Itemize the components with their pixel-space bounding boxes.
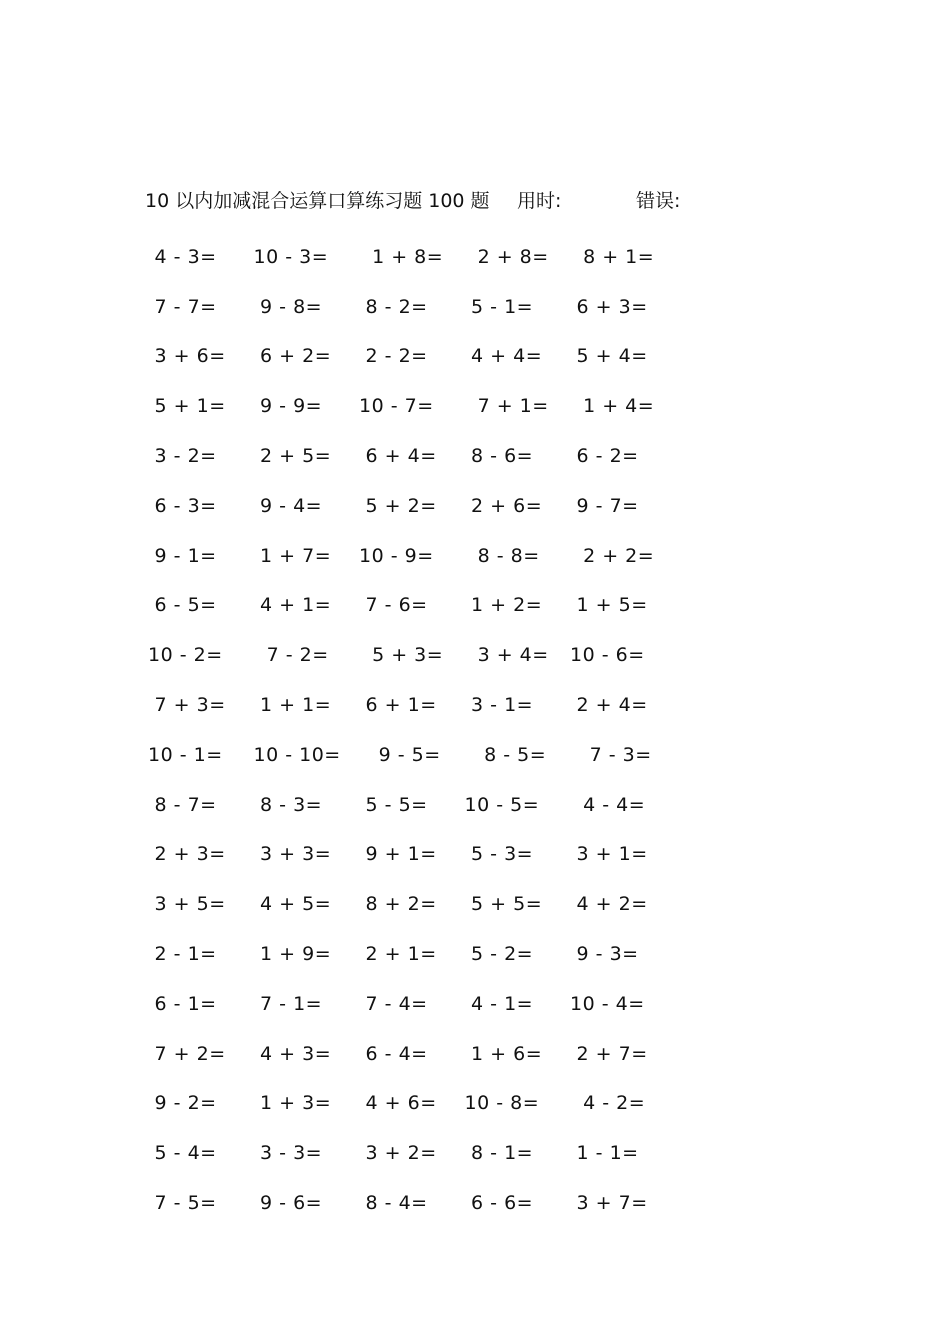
arithmetic-problem: 7 - 4= — [359, 992, 428, 1015]
arithmetic-problem: 6 - 4= — [359, 1042, 428, 1065]
worksheet-title: 10 以内加减混合运算口算练习题 100 题 — [145, 190, 490, 212]
arithmetic-problem: 7 - 6= — [359, 594, 428, 617]
problem-row — [148, 1128, 688, 1178]
arithmetic-problem: 6 - 5= — [148, 594, 217, 617]
arithmetic-problem: 3 - 1= — [464, 694, 534, 717]
arithmetic-problem: 8 - 3= — [253, 793, 323, 816]
arithmetic-problem: 3 - 3= — [253, 1142, 323, 1165]
arithmetic-problem: 1 + 7= — [253, 544, 332, 567]
arithmetic-problem: 9 - 9= — [253, 395, 323, 418]
arithmetic-problem: 2 - 2= — [359, 345, 428, 368]
arithmetic-problem: 1 - 1= — [570, 1142, 639, 1165]
arithmetic-problem: 4 - 4= — [570, 793, 646, 816]
arithmetic-problem: 1 + 9= — [253, 943, 332, 966]
arithmetic-problem: 10 - 10= — [253, 743, 341, 766]
problem-row — [148, 531, 688, 581]
arithmetic-problem: 8 - 4= — [359, 1192, 428, 1215]
arithmetic-problem: 2 - 1= — [148, 943, 217, 966]
error-count-label: 错误: — [636, 190, 681, 212]
arithmetic-problem: 8 - 7= — [148, 793, 217, 816]
arithmetic-problem: 7 + 2= — [148, 1042, 226, 1065]
arithmetic-problem: 5 - 2= — [464, 943, 534, 966]
arithmetic-problem: 6 + 3= — [570, 295, 648, 318]
arithmetic-problem: 2 + 8= — [464, 245, 549, 268]
arithmetic-problem: 4 + 6= — [359, 1092, 437, 1115]
arithmetic-problem: 2 + 4= — [570, 694, 648, 717]
arithmetic-problem: 10 - 9= — [359, 544, 434, 567]
arithmetic-problem: 6 - 6= — [464, 1192, 534, 1215]
arithmetic-problem: 1 + 8= — [359, 245, 444, 268]
arithmetic-problem: 7 - 1= — [253, 992, 323, 1015]
problem-row — [148, 1079, 688, 1129]
arithmetic-problem: 10 - 6= — [570, 644, 645, 667]
arithmetic-problem: 3 + 7= — [570, 1192, 648, 1215]
problem-row — [148, 431, 688, 481]
problem-row — [148, 282, 688, 332]
problem-row — [148, 929, 688, 979]
arithmetic-problem: 3 + 6= — [148, 345, 226, 368]
arithmetic-problem: 6 - 1= — [148, 992, 217, 1015]
problem-row — [148, 879, 688, 929]
arithmetic-problem: 9 + 1= — [359, 843, 437, 866]
problem-row — [148, 680, 688, 730]
arithmetic-problem: 4 - 2= — [570, 1092, 646, 1115]
arithmetic-problem: 3 - 2= — [148, 445, 217, 468]
arithmetic-problem: 4 + 5= — [253, 893, 332, 916]
arithmetic-problem: 8 - 2= — [359, 295, 428, 318]
arithmetic-problem: 8 - 6= — [464, 445, 534, 468]
arithmetic-problem: 1 + 2= — [464, 594, 543, 617]
problem-row — [148, 481, 688, 531]
worksheet-header — [145, 186, 765, 216]
arithmetic-problem: 6 - 2= — [570, 445, 639, 468]
problem-row — [148, 1029, 688, 1079]
arithmetic-problem: 5 + 1= — [148, 395, 226, 418]
arithmetic-problem: 7 - 5= — [148, 1192, 217, 1215]
arithmetic-problem: 10 - 4= — [570, 992, 645, 1015]
problem-row — [148, 780, 688, 830]
problem-row — [148, 1178, 688, 1228]
problem-row — [148, 730, 688, 780]
arithmetic-problem: 1 + 6= — [464, 1042, 543, 1065]
arithmetic-problem: 8 - 5= — [464, 743, 547, 766]
problem-row — [148, 979, 688, 1029]
time-used-label: 用时: — [517, 190, 562, 212]
arithmetic-problem: 5 - 4= — [148, 1142, 217, 1165]
arithmetic-problem: 3 + 2= — [359, 1142, 437, 1165]
arithmetic-problem: 4 + 3= — [253, 1042, 332, 1065]
arithmetic-problem: 2 + 3= — [148, 843, 226, 866]
arithmetic-problem: 4 - 1= — [464, 992, 534, 1015]
arithmetic-problem: 4 + 1= — [253, 594, 332, 617]
arithmetic-problem: 3 + 3= — [253, 843, 332, 866]
arithmetic-problem: 2 + 5= — [253, 445, 332, 468]
arithmetic-problem: 8 + 2= — [359, 893, 437, 916]
arithmetic-problem: 5 - 5= — [359, 793, 428, 816]
arithmetic-problem: 4 + 4= — [464, 345, 543, 368]
arithmetic-problem: 7 - 7= — [148, 295, 217, 318]
arithmetic-problem: 5 - 1= — [464, 295, 534, 318]
arithmetic-problem: 6 + 4= — [359, 445, 437, 468]
arithmetic-problem: 9 - 5= — [359, 743, 441, 766]
arithmetic-problem: 10 - 7= — [359, 395, 434, 418]
problem-row — [148, 381, 688, 431]
arithmetic-problem: 2 + 6= — [464, 494, 543, 517]
arithmetic-problem: 6 - 3= — [148, 494, 217, 517]
arithmetic-problem: 6 + 1= — [359, 694, 437, 717]
problem-row — [148, 630, 688, 680]
arithmetic-problem: 7 + 3= — [148, 694, 226, 717]
arithmetic-problem: 2 + 1= — [359, 943, 437, 966]
arithmetic-problem: 7 - 3= — [570, 743, 652, 766]
arithmetic-problem: 10 - 5= — [464, 793, 540, 816]
problem-row — [148, 332, 688, 382]
arithmetic-problem: 9 - 1= — [148, 544, 217, 567]
arithmetic-problem: 8 + 1= — [570, 245, 655, 268]
arithmetic-problem: 9 - 2= — [148, 1092, 217, 1115]
arithmetic-problem: 3 + 4= — [464, 644, 549, 667]
arithmetic-problem: 2 + 2= — [570, 544, 655, 567]
arithmetic-problem: 3 + 5= — [148, 893, 226, 916]
arithmetic-problem: 9 - 7= — [570, 494, 639, 517]
arithmetic-problem: 1 + 4= — [570, 395, 655, 418]
arithmetic-problem: 10 - 2= — [148, 644, 223, 667]
problem-grid — [148, 232, 688, 1228]
arithmetic-problem: 1 + 5= — [570, 594, 648, 617]
arithmetic-problem: 1 + 1= — [253, 694, 332, 717]
arithmetic-problem: 10 - 8= — [464, 1092, 540, 1115]
arithmetic-problem: 9 - 6= — [253, 1192, 323, 1215]
arithmetic-problem: 8 - 1= — [464, 1142, 534, 1165]
arithmetic-problem: 10 - 3= — [253, 245, 329, 268]
arithmetic-problem: 8 - 8= — [464, 544, 540, 567]
problem-row — [148, 830, 688, 880]
arithmetic-problem: 9 - 3= — [570, 943, 639, 966]
arithmetic-problem: 9 - 4= — [253, 494, 323, 517]
arithmetic-problem: 5 - 3= — [464, 843, 534, 866]
arithmetic-problem: 4 + 2= — [570, 893, 648, 916]
arithmetic-problem: 5 + 2= — [359, 494, 437, 517]
arithmetic-problem: 1 + 3= — [253, 1092, 332, 1115]
arithmetic-problem: 5 + 5= — [464, 893, 543, 916]
arithmetic-problem: 9 - 8= — [253, 295, 323, 318]
problem-row — [148, 581, 688, 631]
arithmetic-problem: 2 + 7= — [570, 1042, 648, 1065]
arithmetic-problem: 5 + 3= — [359, 644, 444, 667]
arithmetic-problem: 3 + 1= — [570, 843, 648, 866]
arithmetic-problem: 7 + 1= — [464, 395, 549, 418]
arithmetic-problem: 7 - 2= — [253, 644, 329, 667]
problem-row — [148, 232, 688, 282]
arithmetic-problem: 4 - 3= — [148, 245, 217, 268]
arithmetic-problem: 10 - 1= — [148, 743, 223, 766]
arithmetic-problem: 5 + 4= — [570, 345, 648, 368]
arithmetic-problem: 6 + 2= — [253, 345, 332, 368]
